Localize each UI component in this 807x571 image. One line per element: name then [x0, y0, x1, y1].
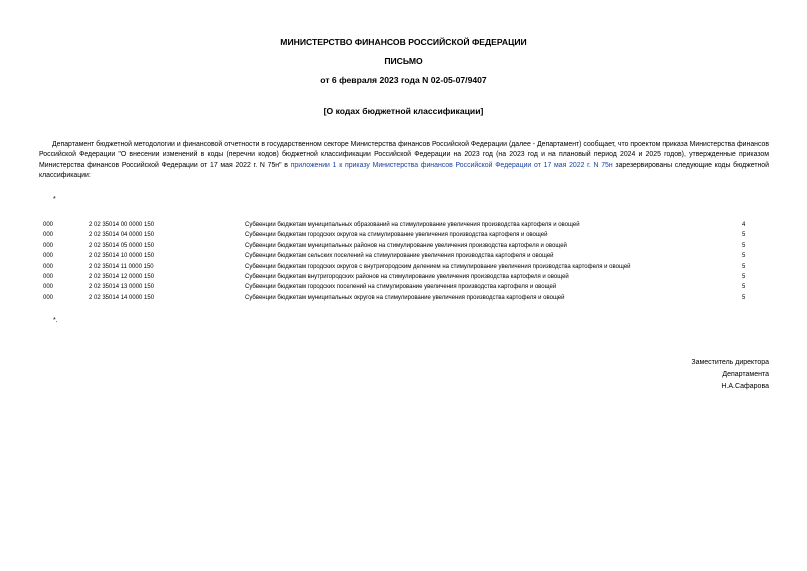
document-type: ПИСЬМО — [384, 56, 423, 66]
intro-text-after: зарезервированы следующие коды бюджетной классификации: — [39, 161, 769, 179]
document-date-number: от 6 февраля 2023 года N 02-05-07/9407 — [320, 75, 487, 85]
code-name-cell: Субвенции бюджетам внутригородских районов на стимулирование увеличения производства картофеля и овощей — [245, 273, 569, 280]
budget-code-cell: 2 02 35014 13 0000 150 — [89, 284, 155, 291]
note-number-cell: 5 — [742, 273, 746, 280]
note-number-cell: 5 — [742, 294, 746, 301]
budget-code-cell: 2 02 35014 10 0000 150 — [89, 253, 155, 260]
admin-code-cell: 000 — [43, 242, 54, 249]
admin-code-cell: 000 — [43, 263, 54, 270]
signer-department: Департамента — [722, 371, 769, 378]
intro-paragraph — [39, 140, 769, 181]
table-row — [0, 272, 807, 282]
document-subject: [О кодах бюджетной классификации] — [323, 106, 484, 116]
table-row — [0, 262, 807, 272]
ministry-title: МИНИСТЕРСТВО ФИНАНСОВ РОССИЙСКОЙ ФЕДЕРАЦИИ — [280, 37, 527, 47]
signer-position: Заместитель директора — [691, 359, 769, 366]
note-number-cell: 5 — [742, 253, 746, 260]
code-name-cell: Субвенции бюджетам городских поселений на стимулирование увеличения производства картофеля и овощей — [245, 284, 557, 291]
admin-code-cell: 000 — [43, 284, 54, 291]
table-row — [0, 230, 807, 240]
code-name-cell: Субвенции бюджетам городских округов на стимулирование увеличения производства картофеля и овощей — [245, 232, 548, 239]
table-row — [0, 282, 807, 292]
code-name-cell: Субвенции бюджетам муниципальных районов на стимулирование увеличения производства картофеля и овощей — [245, 242, 567, 249]
budget-code-cell: 2 02 35014 12 0000 150 — [89, 273, 155, 280]
admin-code-cell: 000 — [43, 232, 54, 239]
note-number-cell: 4 — [742, 222, 746, 228]
note-number-cell: 5 — [742, 284, 746, 291]
footnote-marker-top: * — [53, 196, 56, 203]
note-number-cell: 5 — [742, 232, 746, 239]
intro-text-before: Департамент бюджетной методологии и финансовой отчетности в государственном секторе Министерства финансов Российской Федерации (далее - Департамент) сообщает, что проектом приказа Министерства финансов Российской Федерации "О внесении изменений в коды (перечни кодов) бюджетной классификации Российской Федерации на 2023 год (на 2023 год и на плановый период 2024 и 2025 годов), утвержденные приказом Министерства финансов Российской Федерации от 17 мая 2022 г. N 75н" в — [39, 141, 769, 169]
budget-code-cell: 2 02 35014 04 0000 150 — [89, 232, 155, 239]
code-name-cell: Субвенции бюджетам муниципальных образований на стимулирование увеличения производства картофеля и овощей — [245, 222, 580, 228]
signature-block — [691, 357, 769, 393]
code-name-cell: Субвенции бюджетам муниципальных округов на стимулирование увеличения производства картофеля и овощей — [245, 294, 565, 301]
code-name-cell: Субвенции бюджетам сельских поселений на стимулирование увеличения производства картофеля и овощей — [245, 253, 554, 260]
admin-code-cell: 000 — [43, 253, 54, 260]
admin-code-cell: 000 — [43, 222, 54, 228]
budget-code-cell: 2 02 35014 11 0000 150 — [89, 263, 154, 270]
code-name-cell: Субвенции бюджетам городских округов с внутригородским делением на стимулирование увеличения производства картофеля и овощей — [245, 263, 631, 270]
signer-name: Н.А.Сафарова — [721, 383, 769, 390]
table-row — [0, 251, 807, 261]
order-appendix-link[interactable]: приложении 1 к приказу Министерства финансов Российской Федерации от 17 мая 2022 г. N 75н — [290, 161, 613, 169]
budget-code-cell: 2 02 35014 00 0000 150 — [89, 222, 155, 228]
footnote-marker-bottom: *. — [53, 317, 58, 324]
note-number-cell: 5 — [742, 242, 746, 249]
table-row — [0, 293, 807, 303]
budget-codes-table — [0, 220, 807, 303]
budget-code-cell: 2 02 35014 05 0000 150 — [89, 242, 155, 249]
admin-code-cell: 000 — [43, 273, 54, 280]
budget-code-cell: 2 02 35014 14 0000 150 — [89, 294, 155, 301]
admin-code-cell: 000 — [43, 294, 54, 301]
note-number-cell: 5 — [742, 263, 746, 270]
table-row — [0, 241, 807, 251]
table-row — [0, 220, 807, 230]
